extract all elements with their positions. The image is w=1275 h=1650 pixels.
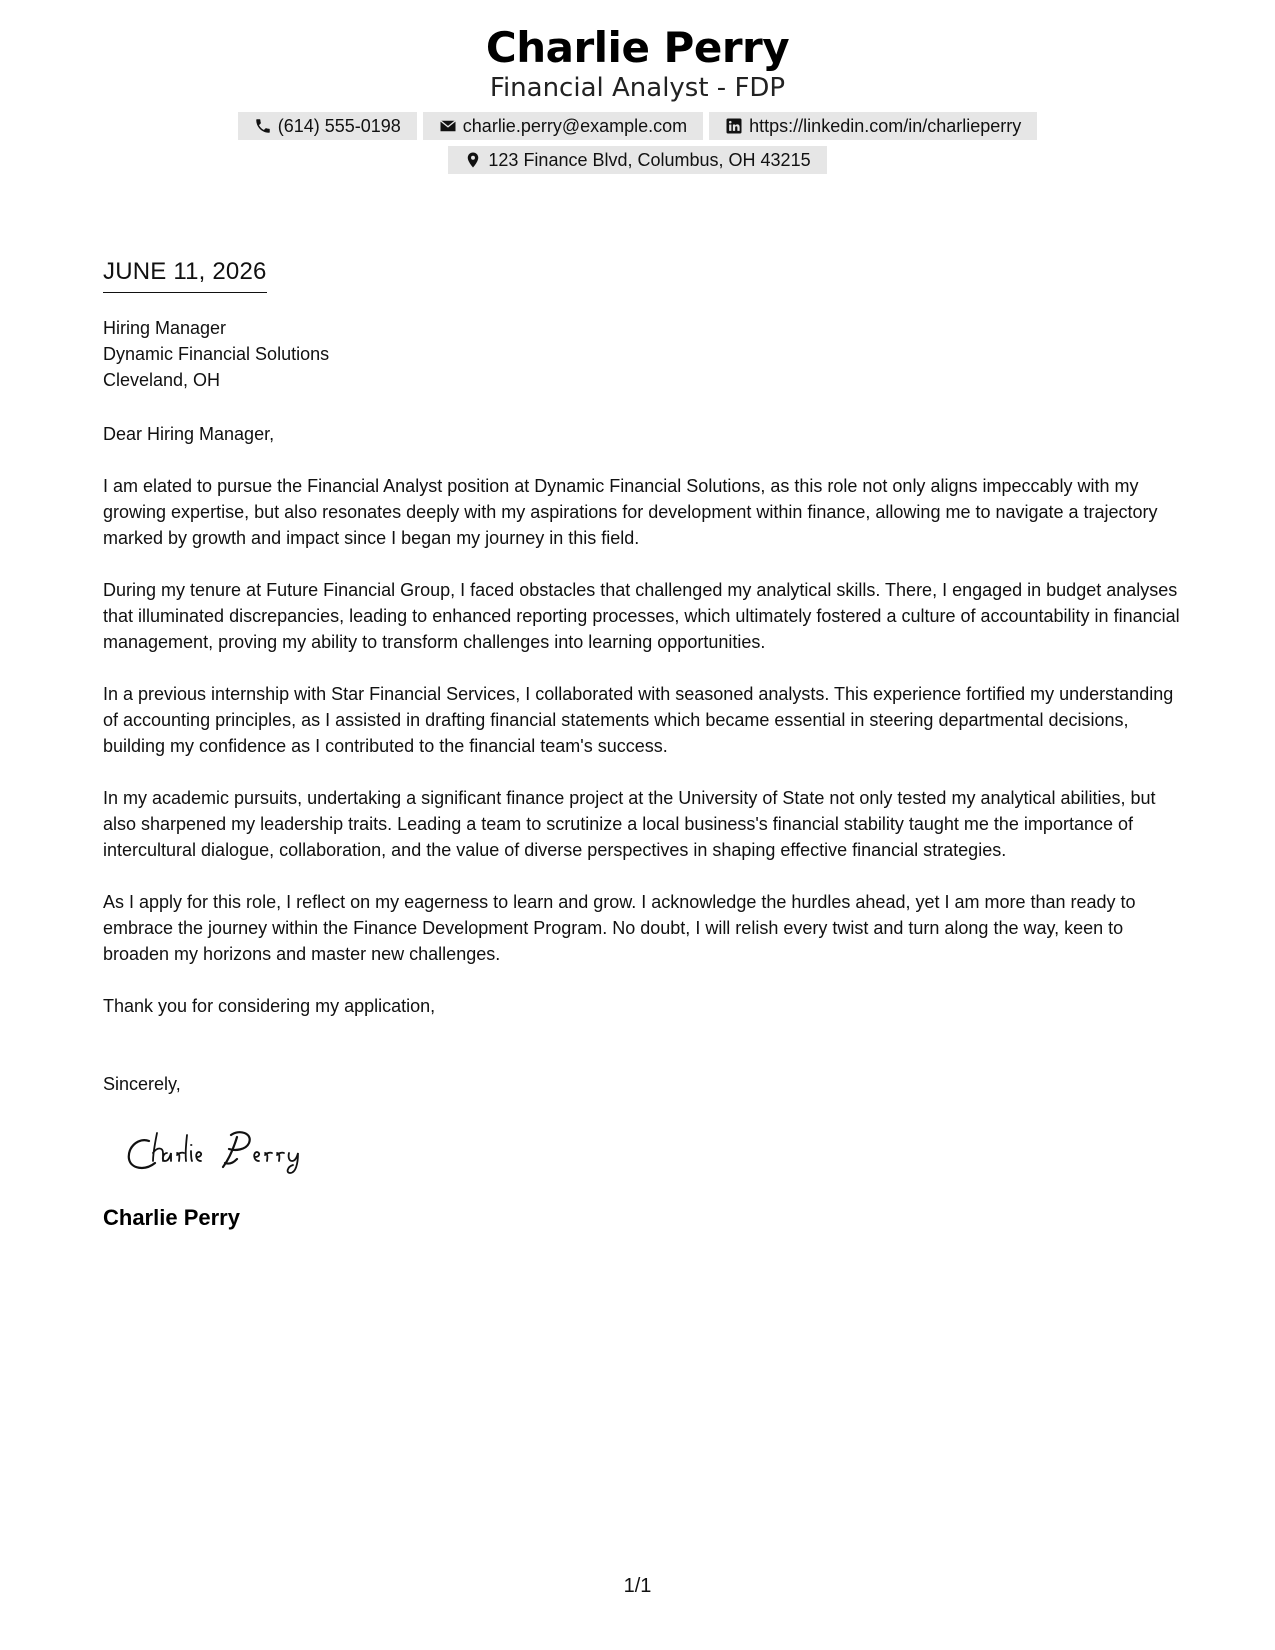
paragraph: In a previous internship with Star Financial Services, I collaborated with seasoned analysts. This experience fortified my understanding of accounting principles, as I assisted in drafting financial statements which became essential in steering departmental decisions, building my confidence as I contributed to the financial team's success. <box>103 684 1174 756</box>
page-number: 1/1 <box>623 1575 652 1597</box>
paragraph: In my academic pursuits, undertaking a significant finance project at the University of State not only tested my analytical abilities, but also sharpened my leadership traits. Leading a team to scrutinize a local business's financial stability taught me the importance of intercultural dialogue, collaboration, and the value of diverse perspectives in shaping effective financial strategies. <box>103 788 1156 860</box>
phone-icon <box>254 117 272 135</box>
envelope-icon <box>439 117 457 135</box>
contact-email[interactable] <box>423 112 703 140</box>
letter-date: JUNE 11, 2026 <box>103 256 267 293</box>
recipient-block <box>103 315 1183 393</box>
contact-row-primary <box>0 112 1275 140</box>
letter-body <box>103 256 1183 1233</box>
greeting: Dear Hiring Manager, <box>103 424 275 444</box>
paragraph: I am elated to pursue the Financial Analyst position at Dynamic Financial Solutions, as this role not only aligns impeccably with my growing expertise, but also resonates deeply with my aspirations for development within finance, allowing me to navigate a trajectory marked by growth and impact since I began my journey in this field. <box>103 476 1158 548</box>
contact-phone <box>238 112 417 140</box>
contact-linkedin[interactable] <box>709 112 1037 140</box>
applicant-title: Financial Analyst - FDP <box>489 73 786 103</box>
recipient-company: Dynamic Financial Solutions <box>103 344 330 364</box>
closing-line: Thank you for considering my application, <box>103 996 436 1016</box>
letter-header <box>0 22 1275 174</box>
paragraph: During my tenure at Future Financial Group, I faced obstacles that challenged my analytical skills. There, I engaged in budget analyses that illuminated discrepancies, leading to enhanced reporting processes, which ultimately fostered a culture of accountability in financial management, proving my ability to transform challenges into learning opportunities. <box>103 580 1180 652</box>
handwritten-signature <box>121 1123 361 1183</box>
map-pin-icon <box>464 151 482 169</box>
phone-text: (614) 555-0198 <box>277 116 401 136</box>
linkedin-text: https://linkedin.com/in/charlieperry <box>749 116 1022 136</box>
contact-address <box>448 146 826 174</box>
linkedin-icon <box>725 117 743 135</box>
signer-name: Charlie Perry <box>103 1205 240 1230</box>
signoff: Sincerely, <box>103 1074 181 1094</box>
recipient-location: Cleveland, OH <box>103 370 221 390</box>
applicant-name: Charlie Perry <box>485 23 790 72</box>
paragraph: As I apply for this role, I reflect on my eagerness to learn and grow. I acknowledge the hurdles ahead, yet I am more than ready to embrace the journey within the Finance Development Program. No doubt, I will relish every twist and turn along the way, keen to broaden my horizons and master new challenges. <box>103 892 1136 964</box>
recipient-name: Hiring Manager <box>103 318 227 338</box>
address-text: 123 Finance Blvd, Columbus, OH 43215 <box>488 150 811 170</box>
contact-row-secondary <box>0 146 1275 174</box>
email-text: charlie.perry@example.com <box>462 116 688 136</box>
